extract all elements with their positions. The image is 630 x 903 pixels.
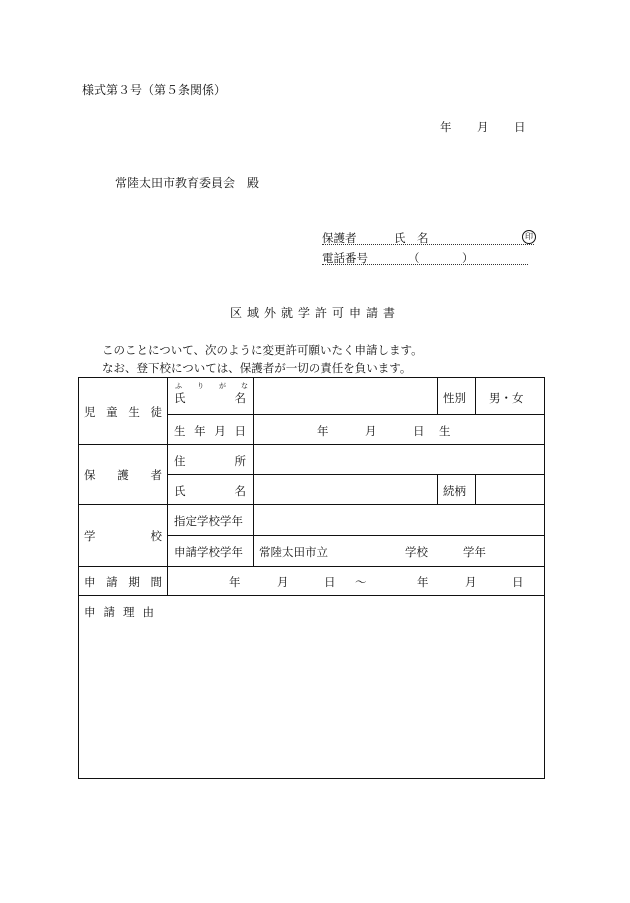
reason-label: 申 請 理 由 — [84, 605, 154, 619]
row-divider — [167, 474, 544, 475]
applicant-phone-row — [322, 250, 528, 264]
addressee: 常陸太田市教育委員会 殿 — [115, 176, 260, 190]
birth-day-label: 日 — [413, 424, 425, 438]
row-divider — [79, 566, 544, 567]
row-divider — [79, 444, 544, 445]
date-day-label: 日 — [514, 120, 526, 134]
intro-line-1: このことについて、次のように変更許可願いたく申請します。 — [102, 343, 423, 357]
period-end-month: 月 — [465, 575, 477, 589]
period-start-day: 日 — [324, 575, 336, 589]
column-divider — [475, 378, 476, 414]
phone-label: 電話番号 — [322, 251, 368, 265]
guardian-section-label: 保 護 者 — [84, 468, 162, 482]
applicant-name-label: 氏 名 — [394, 231, 429, 245]
row-divider — [167, 535, 544, 536]
gender-value[interactable]: 男・女 — [489, 391, 524, 405]
column-divider — [167, 378, 168, 595]
document-title: 区域外就学許可申請書 — [229, 306, 400, 320]
row-divider — [167, 414, 544, 415]
requested-school-label: 申請学校学年 — [174, 545, 243, 559]
date-month-label: 月 — [477, 120, 489, 134]
student-section-label: 児 童 生 徒 — [84, 405, 162, 419]
address-label: 住 所 — [174, 454, 246, 468]
period-start-year: 年 — [229, 575, 241, 589]
column-divider — [437, 474, 438, 504]
birth-month-label: 月 — [365, 424, 377, 438]
gender-label: 性別 — [443, 391, 466, 405]
date-year-label: 年 — [440, 120, 452, 134]
applicant-name-row — [322, 230, 534, 244]
column-divider — [253, 378, 254, 566]
guardian-name-label: 氏 名 — [174, 484, 246, 498]
period-end-day: 日 — [512, 575, 524, 589]
school-suffix-label: 学校 — [405, 545, 428, 559]
student-name-label: 氏 名 — [174, 391, 246, 405]
birthdate-label: 生 年 月 日 — [174, 424, 246, 438]
phone-paren-close: ） — [462, 251, 474, 265]
intro-line-2: なお、登下校については、保護者が一切の責任を負います。 — [102, 361, 412, 375]
seal-mark: 印 — [522, 230, 536, 244]
relation-label: 続柄 — [443, 484, 466, 498]
row-divider — [79, 504, 544, 505]
birth-suffix-label: 生 — [439, 424, 451, 438]
application-table: 児 童 生 徒 ふ り が な 氏 名 性別 男・女 生 年 月 日 年 月 日 生 保 護 者 住 所 氏 名 続柄 学 校 指定学校学年 申請学校学年 常陸太田市立 学校 学年 申 請 期 間 年 月 日 ～ 年 月 日 申 請 理 由 — [78, 377, 545, 779]
guardian-label: 保護者 — [322, 231, 357, 245]
grade-suffix-label: 学年 — [463, 545, 486, 559]
period-start-month: 月 — [277, 575, 289, 589]
name-underline — [322, 244, 534, 245]
period-end-year: 年 — [417, 575, 429, 589]
birth-year-label: 年 — [317, 424, 329, 438]
phone-paren-open: （ — [408, 251, 420, 265]
column-divider — [475, 474, 476, 504]
city-school-prefix: 常陸太田市立 — [259, 545, 328, 559]
school-section-label: 学 校 — [84, 529, 162, 543]
period-label: 申 請 期 間 — [84, 575, 162, 589]
form-number: 様式第３号（第５条関係） — [82, 83, 227, 97]
phone-underline — [322, 264, 528, 265]
row-divider — [79, 595, 544, 596]
period-tilde: ～ — [355, 575, 367, 589]
column-divider — [437, 378, 438, 414]
designated-school-label: 指定学校学年 — [174, 514, 243, 528]
